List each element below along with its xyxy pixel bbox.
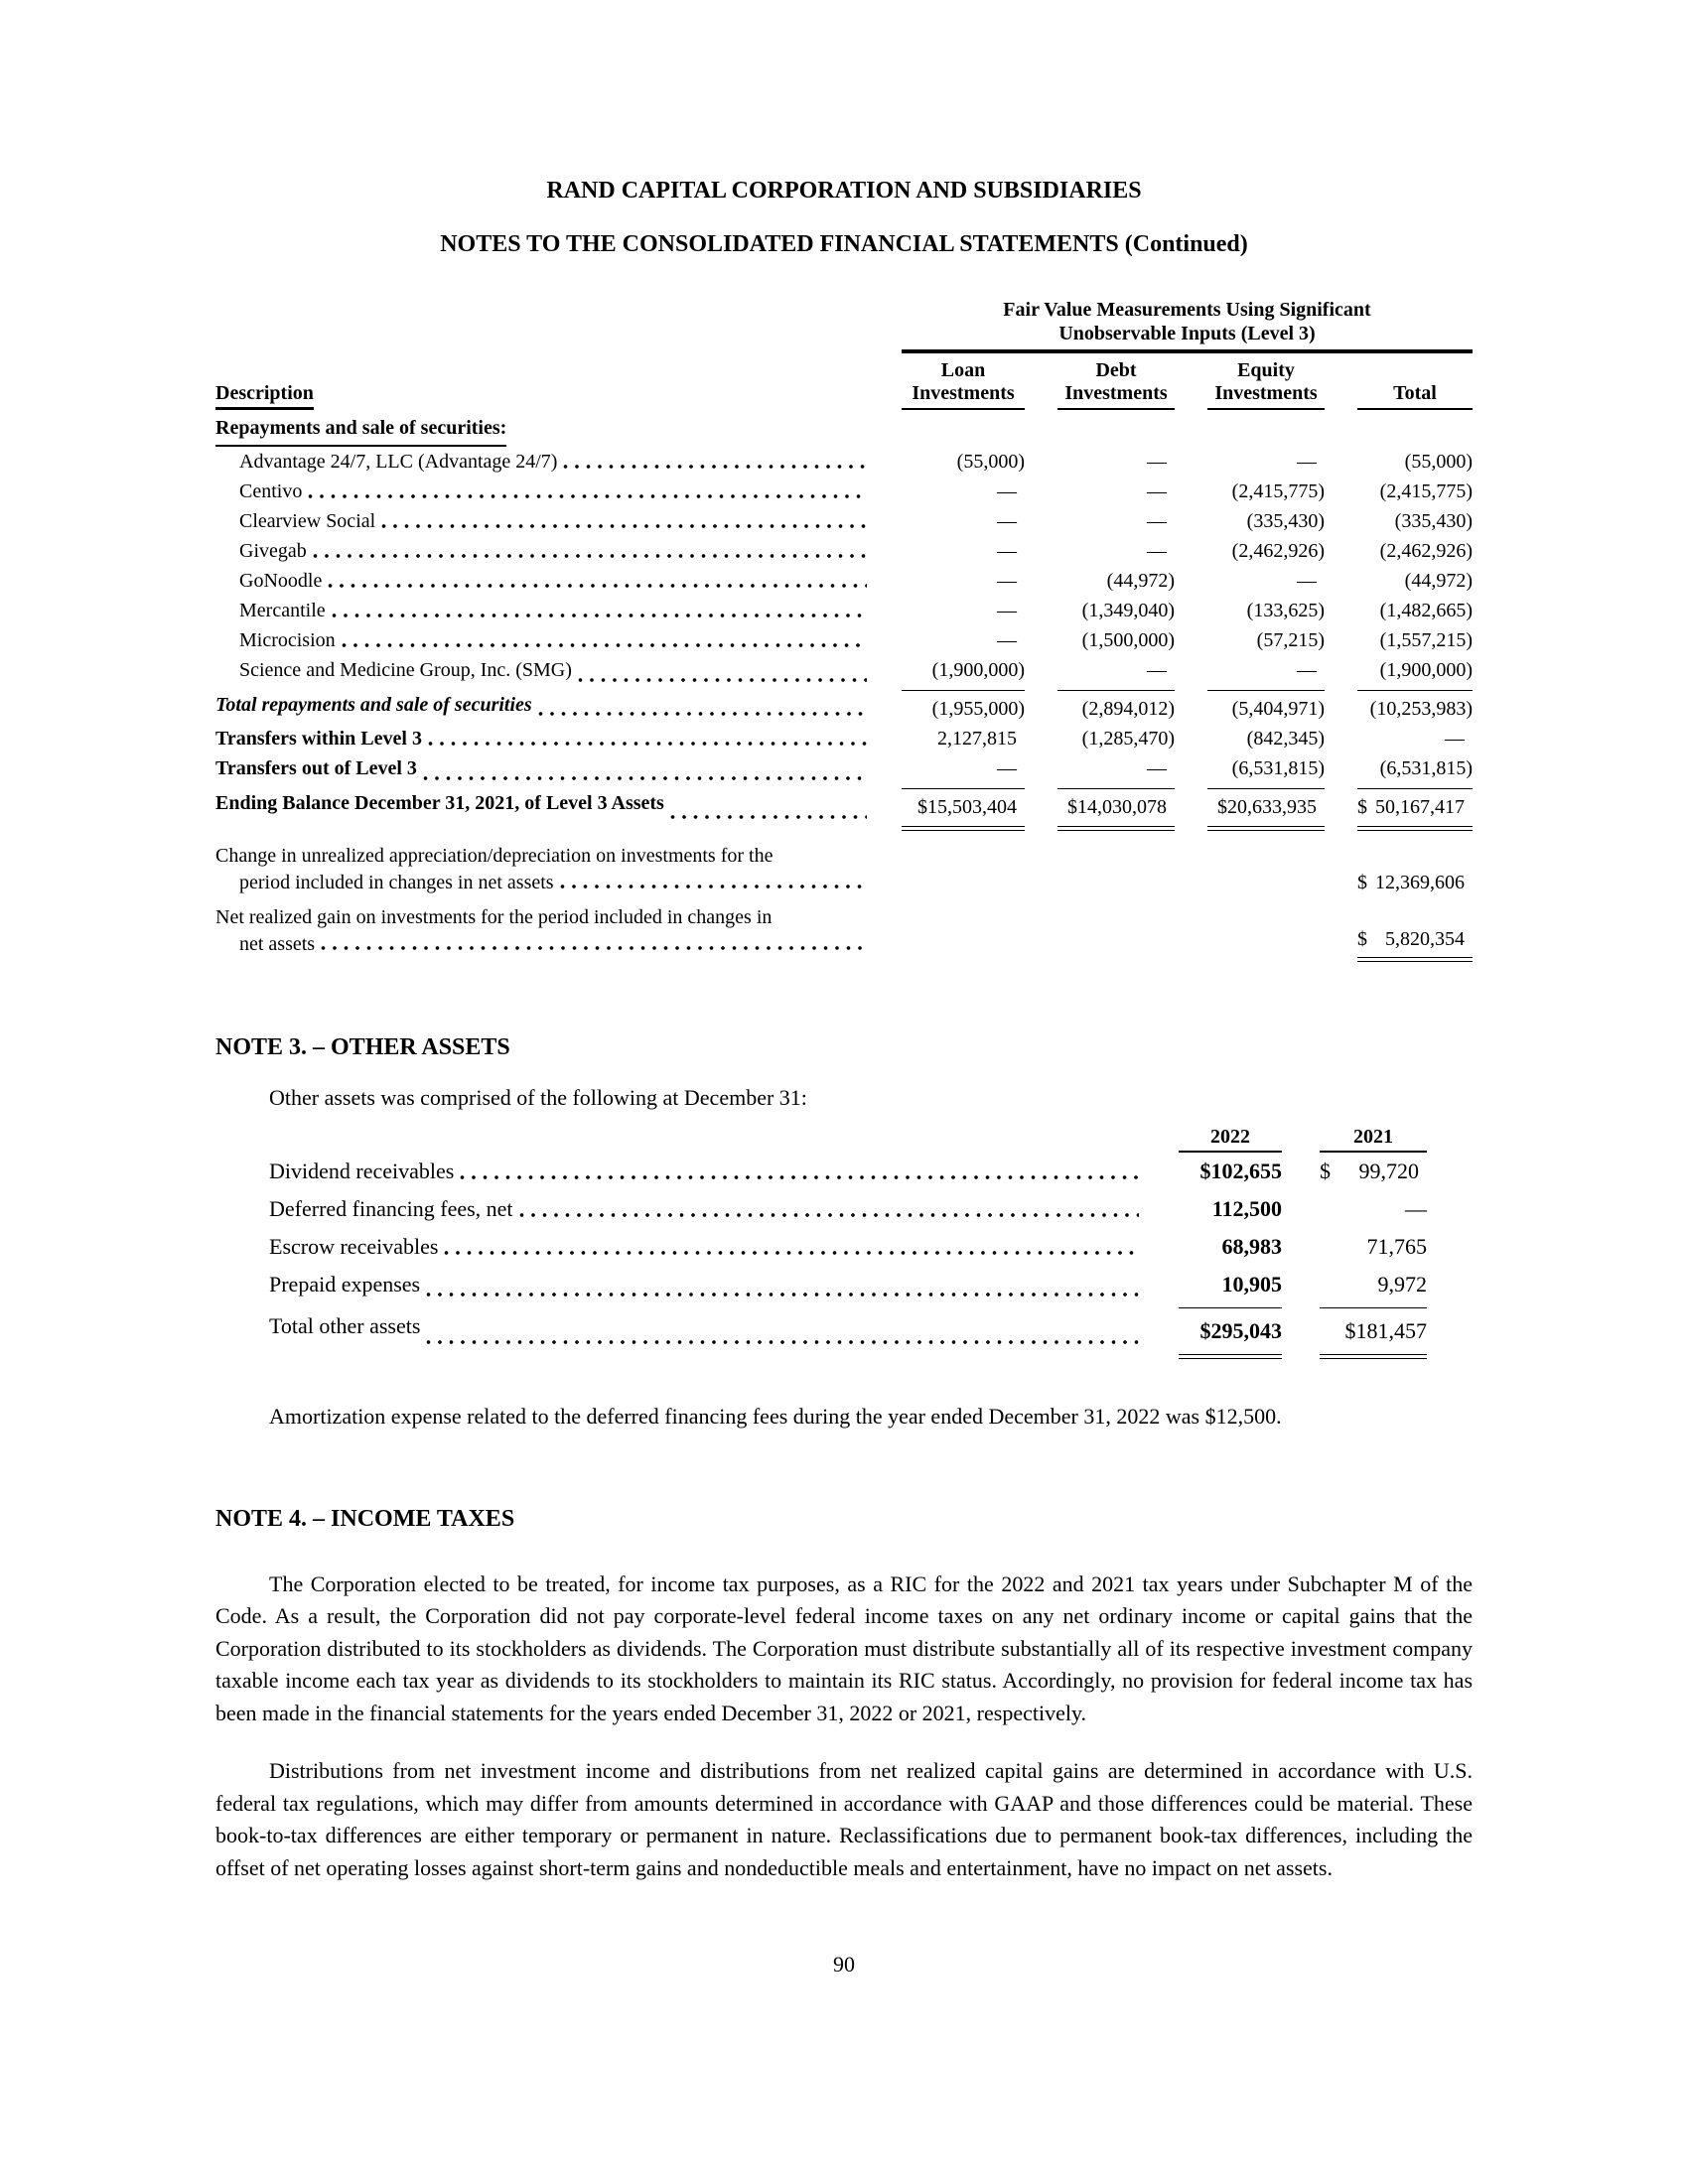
page-number: 90 (833, 1952, 855, 1977)
fv-cell-debt: $14,030,078 (1057, 788, 1175, 827)
fv-cell-debt: — (1147, 480, 1167, 502)
fv-cell-debt: (44,972) (1106, 570, 1175, 592)
dot-leader (538, 711, 867, 717)
note4-heading: NOTE 4. – INCOME TAXES (215, 1505, 515, 1532)
fv-group-header-line1: Fair Value Measurements Using Significant (1003, 299, 1371, 321)
dot-leader (328, 583, 867, 589)
fv-total-row-label: Total repayments and sale of securities (215, 690, 869, 724)
fv-memo-label: Change in unrealized appreciation/depreciation on investments for the period included in changes in net assets (215, 843, 869, 896)
fv-cell-equity: (5,404,971) (1207, 690, 1325, 724)
paragraph: Distributions from net investment income and distributions from net realized capital gains are determined in accordance with U.S. federal tax regulations, which may differ from amounts determined in accordance with GAAP and those differences could be material. These book-to-tax differences are either temporary or permanent in nature. Reclassifications due to permanent book-tax differences, including the offset of net operating losses against short-term gains and nondeductible meals and entertainment, have no impact on net assets. (215, 1758, 1473, 1880)
fv-cell-debt: (2,894,012) (1057, 690, 1175, 724)
table-row-label: GoNoodle (215, 566, 869, 596)
company-title: RAND CAPITAL CORPORATION AND SUBSIDIARIES (546, 178, 1142, 204)
note3-heading: NOTE 3. – OTHER ASSETS (215, 1034, 510, 1060)
dot-leader (381, 523, 867, 529)
fv-description-label: Description (215, 381, 314, 410)
fv-cell-total: — (1445, 728, 1465, 750)
fv-cell-loan: (55,000) (956, 451, 1025, 473)
dot-leader (560, 884, 867, 889)
dot-leader (460, 1174, 1139, 1180)
fv-cell-loan: (1,955,000) (902, 690, 1025, 724)
dot-leader (578, 677, 867, 683)
dot-leader (563, 464, 867, 470)
fv-cell-total: (1,557,215) (1379, 629, 1473, 651)
currency-sign: $ (1357, 796, 1367, 818)
fv-cell-loan: (1,900,000) (931, 659, 1025, 681)
fv-col-header-loan: Loan Investments (902, 353, 1025, 410)
fv-cell-loan: 2,127,815 (937, 728, 1017, 750)
dot-leader (428, 741, 867, 747)
table-row-label: Advantage 24/7, LLC (Advantage 24/7) (215, 447, 869, 477)
fv-cell-debt: — (1147, 540, 1167, 562)
fv-cell-loan: — (997, 600, 1017, 621)
fv-cell-equity: (133,625) (1246, 600, 1325, 621)
fv-group-header-line2: Unobservable Inputs (Level 3) (1058, 323, 1316, 344)
notes-title: NOTES TO THE CONSOLIDATED FINANCIAL STATEMENTS (Continued) (440, 231, 1248, 257)
currency-sign: $ (1357, 928, 1367, 950)
paragraph: The Corporation elected to be treated, for income tax purposes, as a RIC for the 2022 and 2021 tax years under Subchapter M of the Code. As a result, the Corporation did not pay corporate-level federal income taxes on any net ordinary income or capital gains that the Corporation distributed to its stockholders as dividends. The Corporation must distribute substantially all of its respective investment company taxable income each tax year as dividends to its stockholders to maintain its RIC status. Accordingly, no provision for federal income tax has been made in the financial statements for the years ended December 31, 2022 or 2021, respectively. (215, 1570, 1473, 1725)
oa-cell-2021: $181,457 (1320, 1307, 1427, 1355)
dot-leader (342, 642, 867, 648)
oa-cell-2022: $295,043 (1179, 1307, 1282, 1355)
table-row-label: Mercantile (215, 596, 869, 625)
dot-leader (313, 553, 867, 559)
fv-cell-debt: — (1147, 510, 1167, 532)
dot-leader (426, 1292, 1139, 1297)
oa-col-header-2021: 2021 (1320, 1125, 1427, 1153)
fv-cell-equity: — (1297, 570, 1317, 592)
fv-cell-loan: — (997, 757, 1017, 779)
dot-leader (321, 945, 867, 951)
fv-cell-equity: (2,462,926) (1231, 540, 1325, 562)
fv-cell-total: (44,972) (1404, 570, 1473, 592)
fv-cell-total: $ 50,167,417 (1357, 788, 1473, 827)
fv-ending-balance-label: Ending Balance December 31, 2021, of Level 3 Assets (215, 788, 869, 827)
oa-cell-2021: 9,972 (1377, 1272, 1427, 1297)
oa-cell-2022: 68,983 (1221, 1234, 1282, 1259)
spacer (215, 896, 1473, 904)
table-row-label: Science and Medicine Group, Inc. (SMG) (215, 655, 869, 690)
fv-cell-total: (1,482,665) (1379, 600, 1473, 621)
fv-cell-debt: (1,500,000) (1081, 629, 1175, 651)
fv-cell-debt: — (1147, 659, 1167, 681)
fv-cell-total: (55,000) (1404, 451, 1473, 473)
fv-cell-debt: — (1147, 757, 1167, 779)
fv-cell-equity: — (1297, 451, 1317, 473)
table-row-label: Prepaid expenses (269, 1266, 1141, 1307)
fv-cell-loan: — (997, 480, 1017, 502)
fv-cell-loan: — (997, 510, 1017, 532)
fv-memo-value: $ 12,369,606 (1357, 870, 1473, 896)
fv-cell-total: (335,430) (1394, 510, 1473, 532)
table-row-label: Givegab (215, 536, 869, 566)
fv-description-header (215, 381, 869, 410)
fv-col-header-total: Total (1357, 376, 1473, 410)
fair-value-level3-table (215, 298, 1473, 958)
fv-cell-total: (1,900,000) (1379, 659, 1473, 681)
table-row-label: Clearview Social (215, 506, 869, 536)
table-row-label: Escrow receivables (269, 1228, 1141, 1266)
oa-cell-2021: 71,765 (1366, 1234, 1427, 1259)
fv-memo-value: $ 5,820,354 (1357, 926, 1473, 958)
table-row-label: Centivo (215, 477, 869, 506)
fv-cell-total: (6,531,815) (1379, 757, 1473, 779)
amortization-paragraph: Amortization expense related to the deferred financing fees during the year ended December 31, 2022 was $12,500. (269, 1404, 1282, 1429)
fv-cell-loan: — (997, 570, 1017, 592)
fv-cell-debt: (1,285,470) (1081, 728, 1175, 750)
dot-leader (423, 775, 867, 781)
table-row-label: Microcision (215, 625, 869, 655)
dot-leader (519, 1212, 1139, 1218)
oa-col-header-2022: 2022 (1179, 1125, 1282, 1153)
table-row-label: Dividend receivables (269, 1153, 1141, 1190)
oa-cell-2022: $102,655 (1199, 1159, 1282, 1183)
fv-group-header (902, 298, 1473, 353)
fv-col-header-debt: Debt Investments (1057, 353, 1175, 410)
fv-cell-total: (2,462,926) (1379, 540, 1473, 562)
dot-leader (444, 1250, 1139, 1256)
oa-cell-2021: $ 99,720 (1320, 1153, 1427, 1190)
fv-col-header-equity: Equity Investments (1207, 353, 1325, 410)
table-row-label: Deferred financing fees, net (269, 1190, 1141, 1228)
fv-cell-loan: — (997, 540, 1017, 562)
fv-transfers-within-label: Transfers within Level 3 (215, 724, 869, 753)
fv-cell-debt: — (1147, 451, 1167, 473)
fv-cell-equity: (842,345) (1246, 728, 1325, 750)
dot-leader (670, 814, 867, 820)
oa-cell-2022: 112,500 (1211, 1196, 1282, 1221)
fv-cell-loan: — (997, 629, 1017, 651)
fv-cell-equity: $20,633,935 (1207, 788, 1325, 827)
currency-sign: $ (1320, 1159, 1331, 1183)
oa-cell-2021: — (1405, 1196, 1427, 1221)
fv-cell-equity: (2,415,775) (1231, 480, 1325, 502)
fv-section-label: Repayments and sale of securities: (215, 412, 506, 447)
fv-transfers-out-label: Transfers out of Level 3 (215, 753, 869, 788)
dot-leader (332, 613, 867, 618)
fv-memo-label: Net realized gain on investments for the period included in changes in net assets (215, 904, 869, 958)
oa-total-row-label: Total other assets (269, 1307, 1141, 1355)
fv-cell-total: (10,253,983) (1357, 690, 1473, 724)
note3-intro: Other assets was comprised of the following at December 31: (269, 1085, 807, 1110)
fv-cell-equity: (335,430) (1246, 510, 1325, 532)
fv-cell-equity: (57,215) (1256, 629, 1325, 651)
other-assets-table (269, 1125, 1427, 1355)
fv-section-header (215, 410, 869, 447)
fv-cell-total: (2,415,775) (1379, 480, 1473, 502)
fv-cell-equity: — (1297, 659, 1317, 681)
oa-cell-2022: 10,905 (1221, 1272, 1282, 1297)
currency-sign: $ (1357, 872, 1367, 893)
fv-cell-loan: $15,503,404 (902, 788, 1025, 827)
dot-leader (426, 1339, 1139, 1345)
fv-cell-debt: (1,349,040) (1081, 600, 1175, 621)
fv-cell-equity: (6,531,815) (1231, 757, 1325, 779)
dot-leader (308, 493, 867, 499)
